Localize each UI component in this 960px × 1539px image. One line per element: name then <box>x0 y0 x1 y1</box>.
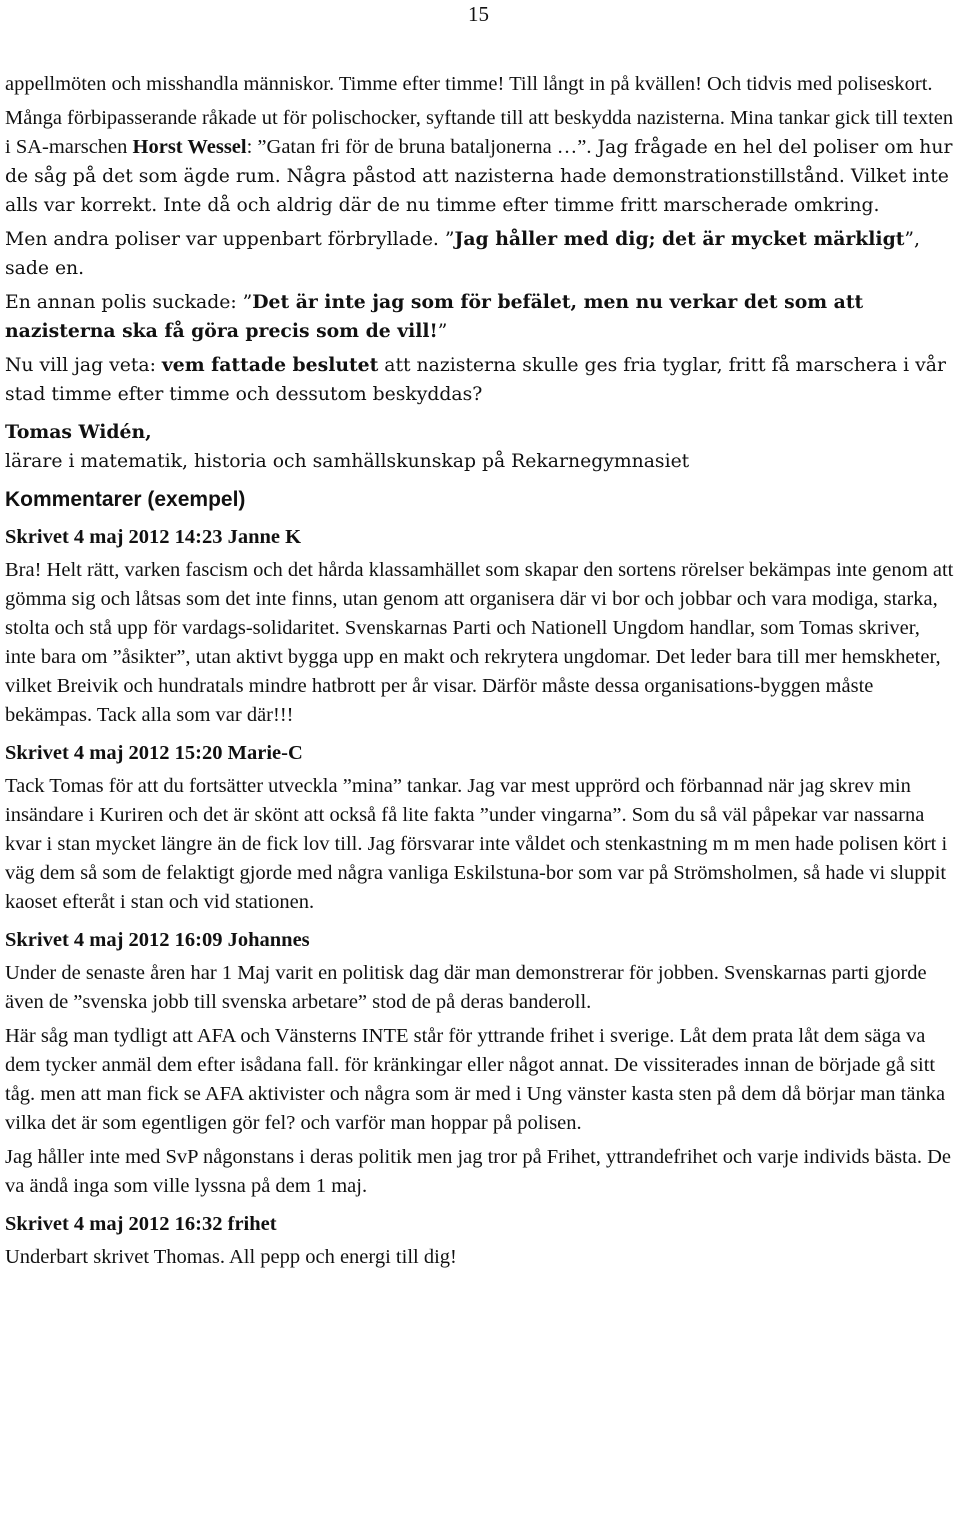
article-text: Många förbipasserande råkade ut för polischocker, syftande till att beskydda nazisterna. Mina tankar gick till texten i SA-marschen <box>5 107 954 158</box>
comment <box>5 926 955 1201</box>
emphasis-text: vem fattade beslutet <box>161 354 379 376</box>
comment <box>5 523 955 730</box>
article-paragraph <box>5 104 955 220</box>
article-text: att nazisterna skulle ges fria tyglar, fritt få marschera i vår stad timme efter timme och dessutom beskyddas? <box>5 355 946 405</box>
article-text: En annan polis suckade: ” <box>5 292 253 313</box>
author-name: Tomas Widén, <box>5 421 152 443</box>
comment-paragraph: Underbart skrivet Thomas. All pepp och energi till dig! <box>5 1246 457 1268</box>
comment-header: Skrivet 4 maj 2012 16:32 frihet <box>5 1213 277 1235</box>
comment-paragraph: Jag håller inte med SvP någonstans i deras politik men jag tror på Frihet, yttrandefrihet och varje individs bästa. De va ändå inga som ville lyssna på dem 1 maj. <box>5 1146 951 1197</box>
article-text: Men andra poliser var uppenbart förbryllade. ” <box>5 229 455 250</box>
comment-paragraph: Under de senaste åren har 1 Maj varit en politisk dag där man demonstrerar för jobben. Svenskarnas parti gjorde även de ”svenska jobb till svenska arbetare” stod de på deras banderoll. <box>5 962 927 1013</box>
comment <box>5 739 955 917</box>
comment-header: Skrivet 4 maj 2012 14:23 Janne K <box>5 526 302 548</box>
article-paragraph: appellmöten och misshandla människor. Timme efter timme! Till långt in på kvällen! Och tidvis med poliseskort. <box>5 73 933 95</box>
article-paragraph <box>5 351 955 409</box>
comments-section-title: Kommentarer (exempel) <box>5 488 246 511</box>
author-title: lärare i matematik, historia och samhällskunskap på Rekarnegymnasiet <box>5 451 690 472</box>
comment-paragraph: Här såg man tydligt att AFA och Vänsterns INTE står för yttrande frihet i sverige. Låt dem prata låt dem säga va dem tycker anmäl dem efter isådana fall. för kränkingar eller något annat. De vissiterades innan de började gå sitt tåg. men att man fick se AFA aktivister och några som är med i Ung vänster kasta sten på dem då börjar man tänka vilka det är som egentligen gör fel? och varför man hoppar på polisen. <box>5 1025 946 1134</box>
comment-paragraph: Tack Tomas för att du fortsätter utveckla ”mina” tankar. Jag var mest upprörd och förbannad när jag skrev min insändare i Kuriren och det är skönt att också få lite fakta ”under vingarna”. Som du så väl påpekar var nassarna kvar i stan mycket längre än de fick lov till. Jag försvarar inte våldet och stenkastning m m men hade polisen kört i väg dem så som de felaktigt gjorde med några vanliga Eskilstuna-bor som var på Strömsholmen, så hade vi sluppit kaoset efteråt i stan och vid stationen. <box>5 775 948 913</box>
comment-paragraph: Bra! Helt rätt, varken fascism och det hårda klassamhället som skapar den sortens rörelser bekämpas inte genom att gömma sig och låtsas som det inte finns, utan genom att organisera där vi bor och jobbar och vara modiga, starka, stolta och stå upp för vardags-solidaritet. Svenskarnas Parti och Nationell Ungdom handlar, som Tomas skriver, inte bara om ”åsikter”, utan aktivt bygga upp en makt och rekrytera ungdomar. Det leder bara till mer hemskheter, vilket Breivik och hundratals mindre hatbrott per år visar. Därför måste dessa organisations-byggen måste bekämpas. Tack alla som var där!!! <box>5 559 954 726</box>
comment <box>5 1210 955 1272</box>
song-title: Horst Wessel <box>132 136 247 158</box>
quote-text: Det är inte jag som för befälet, men nu verkar det som att nazisterna ska få göra precis som de vill! <box>5 291 864 342</box>
comment-header: Skrivet 4 maj 2012 15:20 Marie-C <box>5 742 303 764</box>
article-paragraph <box>5 288 955 346</box>
document-body <box>5 70 955 1272</box>
article-paragraph <box>5 225 955 283</box>
article-text: Nu vill jag veta: <box>5 355 162 376</box>
quote-text: Jag håller med dig; det är mycket märkligt <box>454 228 905 250</box>
article-text: ”, sade en. <box>5 229 920 279</box>
comments-list <box>5 523 955 1272</box>
article-text: : ”Gatan fri för de bruna bataljonerna …”. <box>246 136 592 158</box>
article-text: Jag frågade en hel del poliser om hur de såg på det som ägde rum. Några påstod att nazisterna hade demonstrationstillstånd. Vilket inte alls var korrekt. Inte då och aldrig där de nu timme efter timme fritt marscherade omkring. <box>5 137 953 216</box>
comment-header: Skrivet 4 maj 2012 16:09 Johannes <box>5 929 310 951</box>
article-text: ” <box>437 321 448 342</box>
page-number: 15 <box>468 2 489 26</box>
